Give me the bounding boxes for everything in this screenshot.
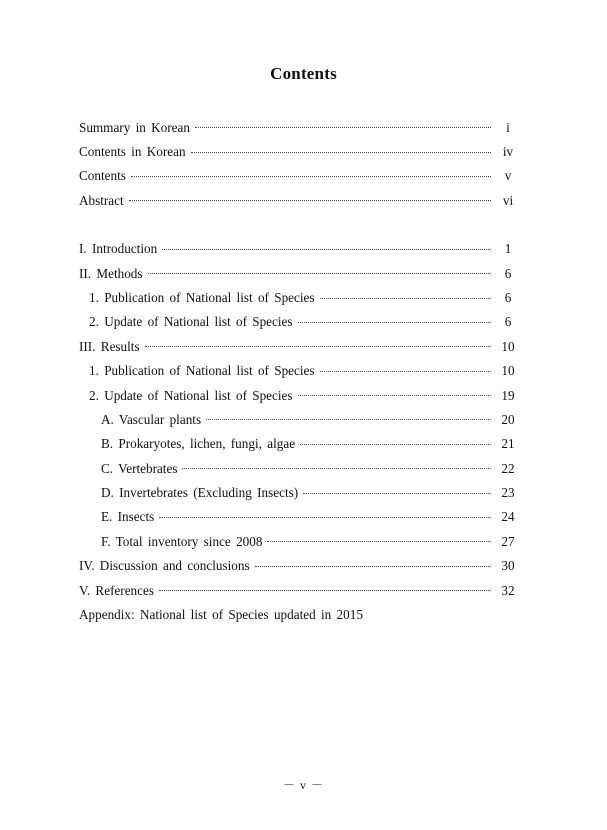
toc-entry-page: 20 [501, 411, 515, 427]
toc-entry-invertebrates[interactable] [79, 480, 519, 504]
toc-leader-dots [191, 151, 491, 153]
toc-entry-label: A. Vascular plants [101, 411, 202, 427]
toc-entry-vertebrates[interactable] [79, 456, 519, 480]
toc-entry-label: II. Methods [79, 265, 143, 281]
toc-leader-dots [320, 370, 491, 372]
toc-leader-dots [303, 492, 491, 494]
toc-entry-label: Summary in Korean [79, 119, 190, 135]
toc-entry-page: 30 [501, 558, 515, 574]
table-of-contents [79, 115, 519, 627]
toc-leader-dots [267, 540, 491, 542]
toc-entry-label: V. References [79, 582, 154, 598]
toc-entry-contents[interactable] [79, 164, 519, 188]
toc-entry-total-inventory[interactable] [79, 529, 519, 553]
toc-entry-appendix[interactable] [79, 602, 519, 626]
toc-leader-dots [298, 394, 491, 396]
toc-entry-results-update[interactable] [79, 383, 519, 407]
toc-entry-label: 1. Publication of National list of Species [89, 289, 315, 305]
toc-entry-vascular-plants[interactable] [79, 407, 519, 431]
toc-entry-results[interactable] [79, 334, 519, 358]
toc-entry-page: 6 [504, 289, 512, 305]
toc-entry-page: 19 [501, 387, 515, 403]
page-number-footer: － v － [282, 778, 324, 792]
toc-entry-label: Appendix: National list of Species updated in 2015 [79, 607, 363, 623]
toc-entry-label: B. Prokaryotes, lichen, fungi, algae [101, 436, 296, 452]
toc-entry-methods-publication[interactable] [79, 285, 519, 309]
toc-entry-label: III. Results [79, 338, 140, 354]
toc-leader-dots [300, 443, 491, 445]
toc-entry-prokaryotes[interactable] [79, 432, 519, 456]
toc-entry-page: 1 [504, 241, 512, 257]
toc-entry-summary-in-korean[interactable] [79, 115, 519, 139]
toc-entry-page: v [504, 168, 512, 184]
toc-leader-dots [206, 418, 491, 420]
toc-leader-dots [182, 467, 491, 469]
toc-leader-dots [159, 589, 491, 591]
toc-leader-dots [298, 321, 491, 323]
toc-leader-dots [145, 345, 491, 347]
toc-entry-page: 10 [501, 338, 515, 354]
toc-entry-label: 2. Update of National list of Species [89, 387, 293, 403]
toc-leader-dots [159, 516, 491, 518]
toc-entry-references[interactable] [79, 578, 519, 602]
toc-entry-page: 10 [501, 363, 515, 379]
toc-entry-label: E. Insects [101, 509, 155, 525]
toc-entry-page: iv [502, 143, 514, 159]
toc-entry-page: 6 [504, 265, 512, 281]
toc-entry-label: F. Total inventory since 2008 [101, 533, 263, 549]
toc-entry-label: 2. Update of National list of Species [89, 314, 293, 330]
toc-entry-page: 32 [501, 582, 515, 598]
toc-leader-dots [162, 248, 491, 250]
toc-leader-dots [195, 126, 491, 128]
toc-entry-label: C. Vertebrates [101, 460, 178, 476]
toc-entry-page: 21 [501, 436, 515, 452]
page-title: Contents [270, 64, 337, 83]
toc-entry-methods-update[interactable] [79, 310, 519, 334]
toc-leader-dots [320, 297, 491, 299]
toc-entry-page: 6 [504, 314, 512, 330]
toc-entry-introduction[interactable] [79, 237, 519, 261]
toc-entry-contents-in-korean[interactable] [79, 139, 519, 163]
toc-entry-label: 1. Publication of National list of Species [89, 363, 315, 379]
toc-entry-results-publication[interactable] [79, 359, 519, 383]
toc-entry-label: Contents in Korean [79, 143, 186, 159]
toc-entry-page: 24 [501, 509, 515, 525]
toc-entry-abstract[interactable] [79, 188, 519, 212]
toc-entry-label: Contents [79, 168, 126, 184]
toc-entry-discussion[interactable] [79, 554, 519, 578]
toc-entry-methods[interactable] [79, 261, 519, 285]
toc-entry-page: vi [502, 192, 514, 208]
toc-entry-page: 27 [501, 533, 515, 549]
toc-entry-page: i [506, 119, 510, 135]
toc-leader-dots [129, 199, 491, 201]
toc-entry-page: 22 [501, 460, 515, 476]
toc-entry-label: D. Invertebrates (Excluding Insects) [101, 485, 299, 501]
toc-entry-label: Abstract [79, 192, 124, 208]
toc-entry-label: I. Introduction [79, 241, 158, 257]
toc-entry-label: IV. Discussion and conclusions [79, 558, 250, 574]
toc-leader-dots [255, 565, 491, 567]
toc-entry-page: 23 [501, 485, 515, 501]
toc-entry-insects[interactable] [79, 505, 519, 529]
toc-leader-dots [148, 272, 491, 274]
toc-leader-dots [131, 175, 491, 177]
